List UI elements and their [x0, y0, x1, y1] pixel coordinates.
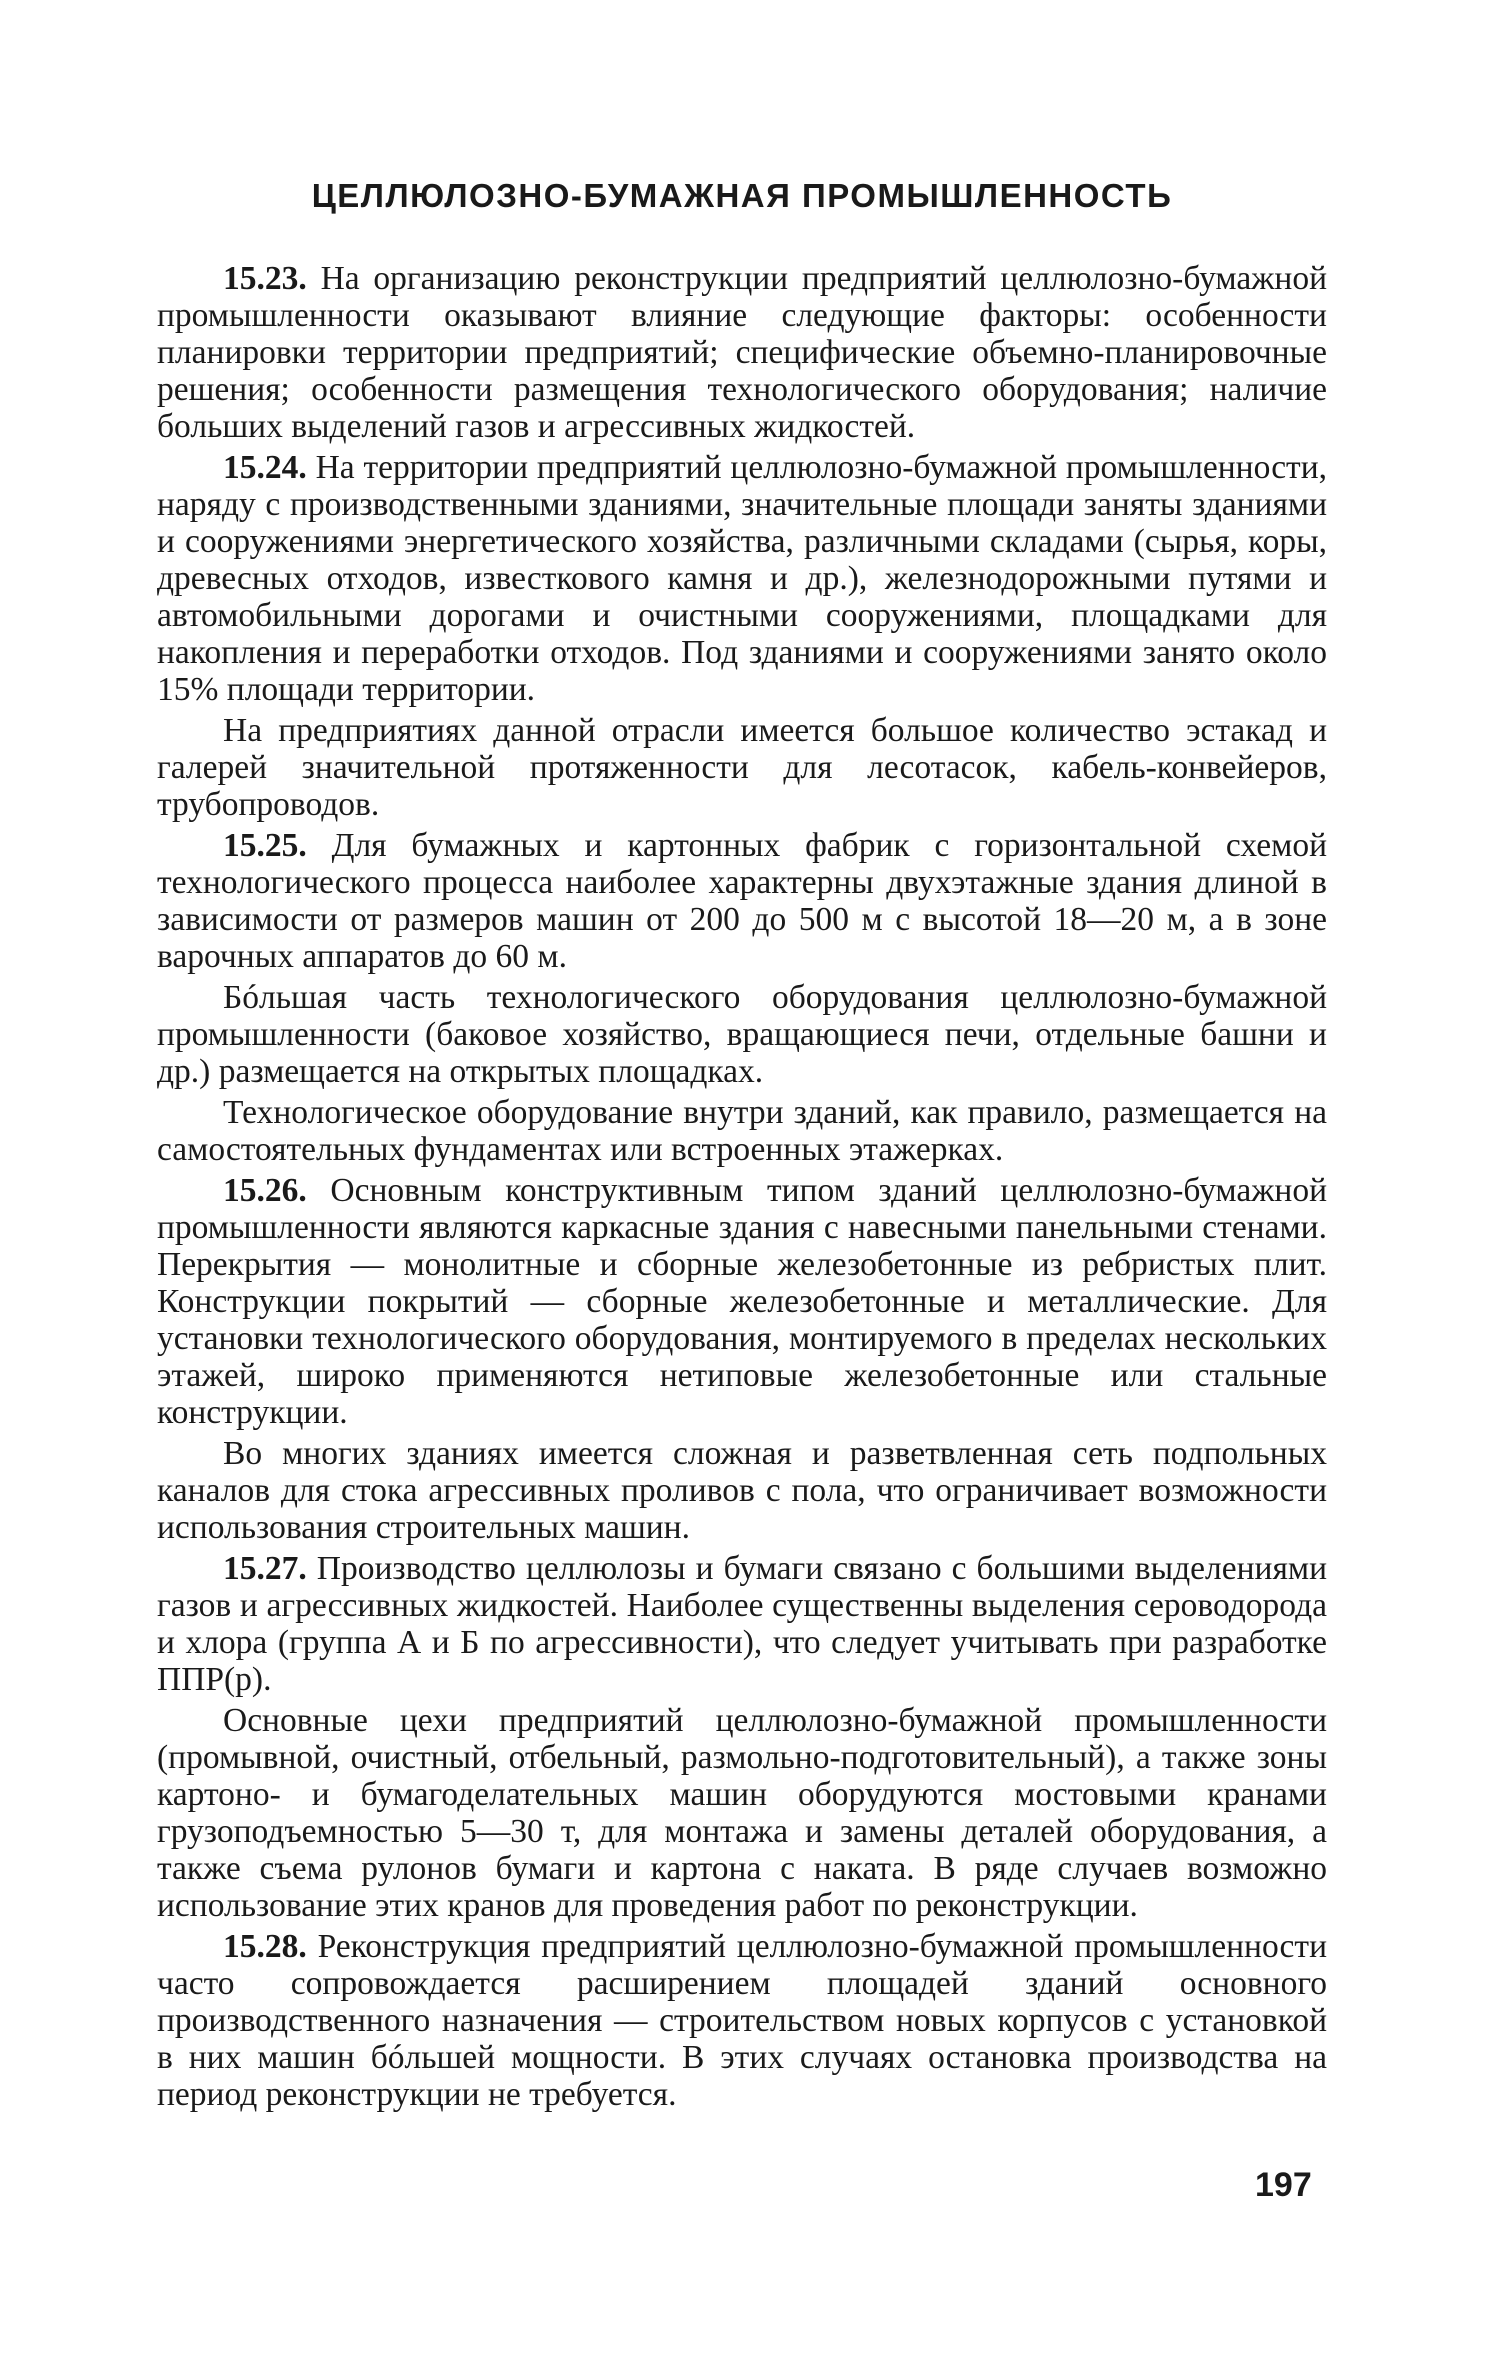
paragraph-text: На территории предприятий целлюлозно-бумажной промышленности, наряду с производственными зданиями, значительные площади заняты зданиями и сооружениями энергетического хозяйства, различными складами (сырья, коры, древесных отходов, известкового камня и др.), железнодорожными путями и автомобильными дорогами и очистными сооружениями, площадками для накопления и переработки отходов. Под зданиями и сооружениями занято около 15% площади территории. — [157, 449, 1327, 708]
paragraph-15-24 — [157, 449, 1327, 708]
clause-number: 15.28. — [223, 1928, 307, 1965]
section-heading: ЦЕЛЛЮЛОЗНО-БУМАЖНАЯ ПРОМЫШЛЕННОСТЬ — [311, 177, 1173, 214]
paragraph-text: Основные цехи предприятий целлюлозно-бумажной промышленности (промывной, очистный, отбельный, размольно-подготовительный), а также зоны картоно- и бумагоделательных машин оборудуются мостовыми кранами грузоподъемностью 5—30 т, для монтажа и замены деталей оборудования, а также съема рулонов бумаги и картона с наката. В ряде случаев возможно использование этих кранов для проведения работ по реконструкции. — [157, 1702, 1327, 1924]
paragraph-15-23 — [157, 260, 1327, 445]
paragraph-text: Основным конструктивным типом зданий целлюлозно-бумажной промышленности являются каркасные здания с навесными панельными стенами. Перекрытия — монолитные и сборные железобетонные из ребристых плит. Конструкции покрытий — сборные железобетонные и металлические. Для установки технологического оборудования, монтируемого в пределах нескольких этажей, широко применяются нетиповые железобетонные или стальные конструкции. — [157, 1172, 1328, 1431]
paragraph-15-25-continued-2 — [157, 1094, 1327, 1168]
clause-number: 15.24. — [223, 449, 307, 486]
clause-number: 15.23. — [223, 260, 307, 297]
page-content — [157, 176, 1327, 2113]
paragraph-text: На организацию реконструкции предприятий целлюлозно-бумажной промышленности оказывают влияние следующие факторы: особенности планировки территории предприятий; специфические объемно-планировочные решения; особенности размещения технологического оборудования; наличие больших выделений газов и агрессивных жидкостей. — [157, 260, 1328, 445]
paragraph-15-26 — [157, 1172, 1327, 1431]
paragraph-15-28 — [157, 1928, 1327, 2113]
paragraph-15-24-continued — [157, 712, 1327, 823]
paragraph-text: Технологическое оборудование внутри зданий, как правило, размещается на самостоятельных фундаментах или встроенных этажерках. — [157, 1094, 1327, 1168]
page-number: 197 — [1255, 2166, 1312, 2204]
paragraph-15-25 — [157, 827, 1327, 975]
paragraph-text: Бóльшая часть технологического оборудования целлюлозно-бумажной промышленности (баковое хозяйство, вращающиеся печи, отдельные башни и др.) размещается на открытых площадках. — [157, 979, 1327, 1090]
paragraph-15-27 — [157, 1550, 1327, 1698]
clause-number: 15.27. — [223, 1550, 307, 1587]
paragraph-text: Производство целлюлозы и бумаги связано с большими выделениями газов и агрессивных жидкостей. Наиболее существенны выделения сероводорода и хлора (группа А и Б по агрессивности), что следует учитывать при разработке ППР(р). — [157, 1550, 1328, 1698]
clause-number: 15.25. — [223, 827, 307, 864]
paragraph-15-27-continued — [157, 1702, 1327, 1924]
paragraph-15-26-continued — [157, 1435, 1327, 1546]
paragraph-15-25-continued — [157, 979, 1327, 1090]
paragraph-text: Реконструкция предприятий целлюлозно-бумажной промышленности часто сопровождается расширением площадей зданий основного производственного назначения — строительством новых корпусов с установкой в них машин бóльшей мощности. В этих случаях остановка производства на период реконструкции не требуется. — [157, 1928, 1327, 2113]
paragraph-text: На предприятиях данной отрасли имеется большое количество эстакад и галерей значительной протяженности для лесотасок, кабель-конвейеров, трубопроводов. — [157, 712, 1327, 823]
clause-number: 15.26. — [223, 1172, 307, 1209]
paragraph-text: Во многих зданиях имеется сложная и разветвленная сеть подпольных каналов для стока агрессивных проливов с пола, что ограничивает возможности использования строительных машин. — [157, 1435, 1327, 1546]
paragraph-text: Для бумажных и картонных фабрик с горизонтальной схемой технологического процесса наиболее характерны двухэтажные здания длиной в зависимости от размеров машин от 200 до 500 м с высотой 18—20 м, а в зоне варочных аппаратов до 60 м. — [157, 827, 1327, 975]
